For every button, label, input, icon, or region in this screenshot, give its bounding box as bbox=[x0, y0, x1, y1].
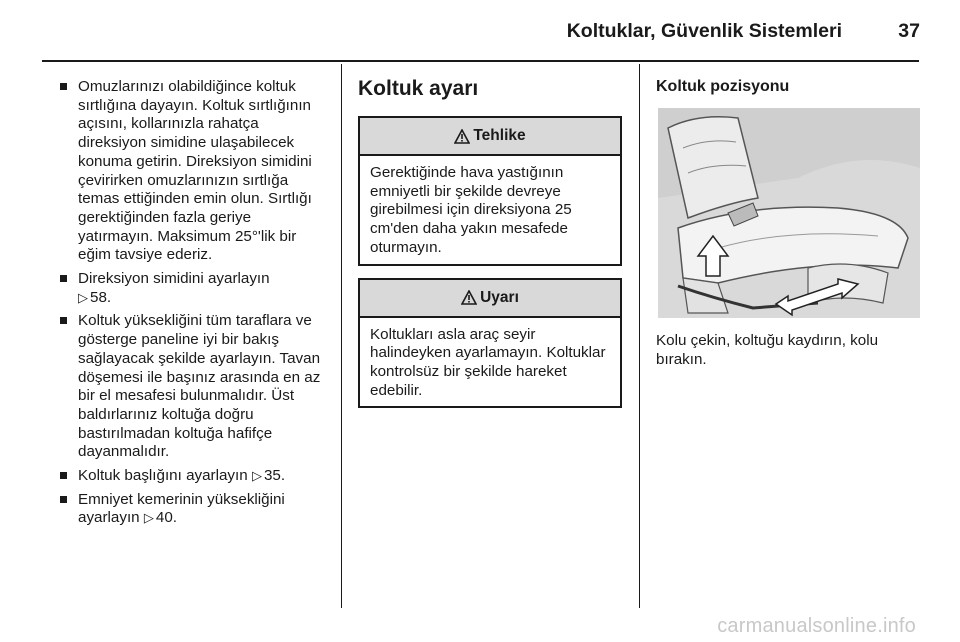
danger-box bbox=[358, 116, 622, 266]
warning-triangle-icon bbox=[454, 129, 470, 144]
subsection-title: Koltuk pozisyonu bbox=[656, 78, 790, 95]
instruction-list bbox=[60, 78, 330, 528]
column-right bbox=[656, 76, 922, 369]
column-middle bbox=[358, 76, 622, 420]
page-reference-icon: ▷ bbox=[78, 289, 88, 305]
page-reference[interactable]: 40. bbox=[155, 509, 177, 527]
illustration-caption: Kolu çekin, koltuğu kaydırın, kolu bırakın. bbox=[656, 332, 879, 368]
page-reference-icon: ▷ bbox=[251, 468, 262, 484]
warning-box-title: Uyarı bbox=[480, 288, 519, 306]
list-item-text: Emniyet kemerinin yüksekliğini ayarlayın bbox=[78, 490, 285, 527]
warning-box bbox=[358, 278, 622, 409]
page-header bbox=[0, 0, 960, 62]
section-title: Koltuk ayarı bbox=[358, 77, 479, 100]
column-divider bbox=[341, 64, 342, 608]
warning-triangle-icon bbox=[461, 290, 477, 305]
list-item bbox=[60, 467, 330, 486]
header-rule bbox=[42, 60, 919, 62]
watermark: carmanualsonline.info bbox=[717, 615, 916, 637]
list-item bbox=[60, 270, 330, 307]
list-item-text: Koltuk başlığını ayarlayın bbox=[78, 467, 248, 485]
bullet-square-icon bbox=[60, 472, 67, 479]
danger-box-title: Tehlike bbox=[473, 127, 526, 144]
column-divider bbox=[639, 64, 640, 608]
header-title: Koltuklar, Güvenlik Sistemleri bbox=[566, 20, 842, 42]
column-left bbox=[60, 78, 330, 533]
list-item-text: Direksiyon simidini ayarlayın bbox=[78, 270, 270, 288]
list-item-text: Omuzlarınızı olabildiğince koltuk sırtlığına dayayın. Koltuk sırtlığının açısını, kollarınızla rahatça direksiyon simidine ulaşabilecek konuma getirin. Direksiyon simidini çevirirken omuzlarınızın sırtlığa temas ettiğinden emin olun. Sırtlığı gerektiğinden fazla geriye yatırmayın. Maksimum 25°'lik bir eğim tavsiye ederiz. bbox=[78, 78, 312, 264]
bullet-square-icon bbox=[60, 275, 67, 282]
warning-box-text: Koltukları asla araç seyir halindeyken ayarlamayın. Koltuklar kontrolsüz bir şekilde hareket edebilir. bbox=[370, 325, 606, 399]
page-reference-icon: ▷ bbox=[143, 510, 154, 526]
danger-box-header bbox=[360, 118, 620, 156]
list-item bbox=[60, 491, 330, 528]
list-item bbox=[60, 78, 330, 265]
page-reference[interactable]: 35. bbox=[263, 467, 286, 485]
bullet-square-icon bbox=[60, 317, 67, 324]
list-item-text: Koltuk yüksekliğini tüm taraflara ve gösterge paneline iyi bir bakış sağlayacak şekilde ayarlayın. Tavan döşemesi ile başınız arasında en az bir el mesafesi bulunmalıdır. Üst baldırlarınız koltuğa doğru bastırılmadan koltuğa hafifçe dayanmalıdır. bbox=[78, 312, 321, 461]
page-reference[interactable]: 58. bbox=[90, 288, 112, 306]
bullet-square-icon bbox=[60, 496, 67, 503]
list-item bbox=[60, 312, 330, 462]
page-number: 37 bbox=[898, 20, 920, 42]
warning-box-header bbox=[360, 280, 620, 318]
seat-adjustment-illustration bbox=[658, 108, 920, 318]
danger-box-text: Gerektiğinde hava yastığının emniyetli bir şekilde devreye girebilmesi için direksiyona 25 cm'den daha yakın mesafede oturmayın. bbox=[370, 164, 572, 256]
bullet-square-icon bbox=[60, 83, 67, 90]
